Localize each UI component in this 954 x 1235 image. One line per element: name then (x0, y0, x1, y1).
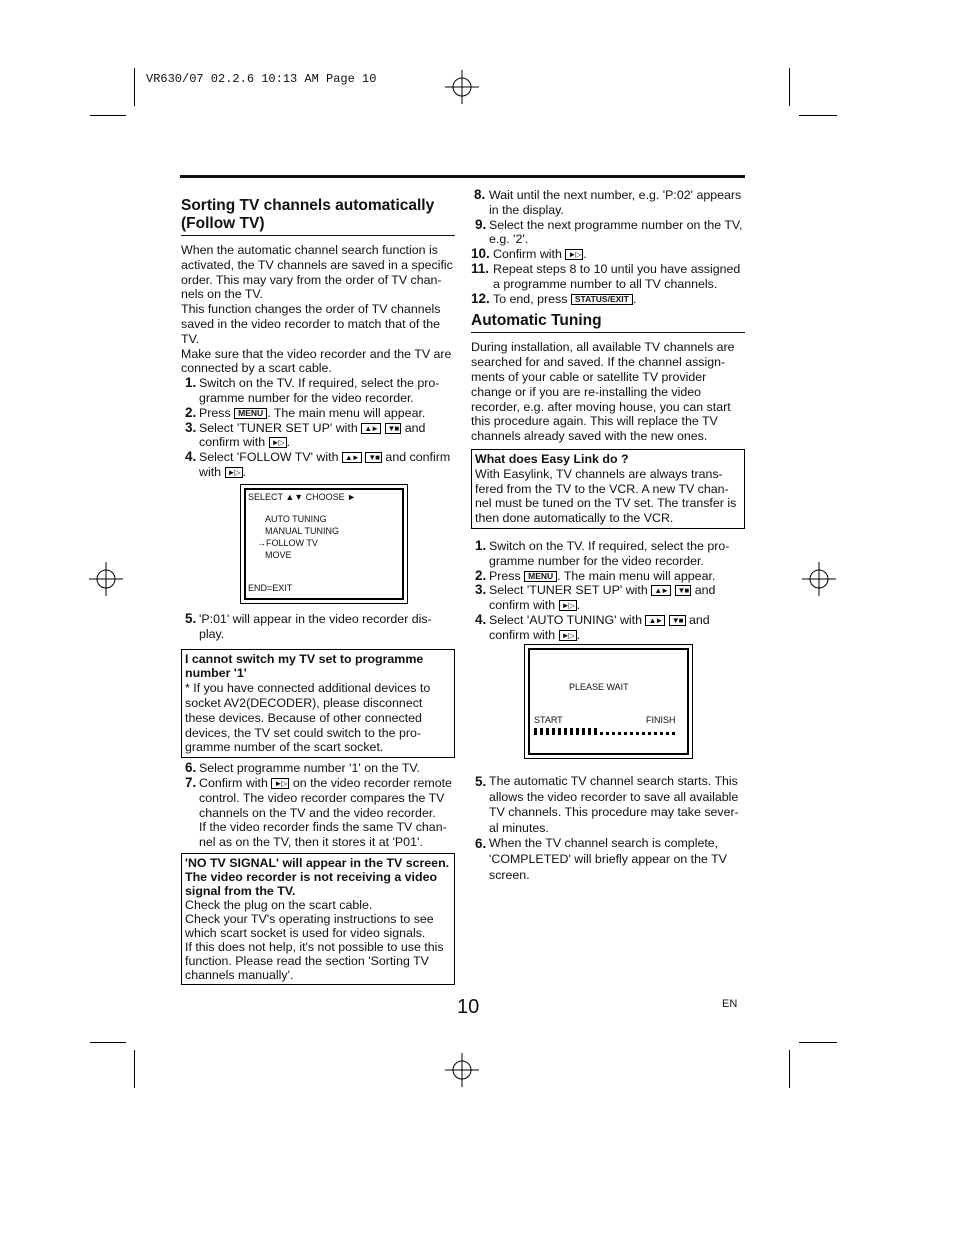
crop-mark (789, 1050, 790, 1088)
progress-segment (630, 732, 633, 735)
progress-segment (666, 732, 669, 735)
note-line: If this does not help, it's not possible to use this function. Please read the section 'Sorting TV channels manually'. (185, 939, 444, 982)
note-title: 'NO TV SIGNAL' will appear in the TV screen. The video recorder is not receiving a video signal from the TV. (185, 855, 450, 898)
crop-mark (90, 1042, 126, 1043)
screen-menu-item: MANUAL TUNING (265, 526, 340, 536)
progress-segment (606, 732, 609, 735)
down-stop-key-icon: ▼■ (365, 452, 382, 463)
step-8: 8. Wait until the next number, e.g. 'P:02' appears in the display. (474, 187, 742, 217)
progress-segment (612, 732, 615, 735)
progress-segment (564, 728, 567, 735)
step-3: 3. Select 'TUNER SET UP' with ▲► ▼■ and confirm with ►▷ . (185, 419, 426, 450)
up-right-key-icon: ▲► (361, 423, 381, 434)
up-right-key-icon: ▲► (645, 615, 665, 626)
step-1: 1. Switch on the TV. If required, select the pro-gramme number for the video recorder. (185, 375, 440, 405)
page-number: 10 (457, 996, 480, 1018)
step-6: 6. When the TV channel search is complete, 'COMPLETED' will briefly appear on the TV screen. (475, 836, 727, 882)
note-line: Check the plug on the scart cable. (185, 897, 373, 912)
note-box (181, 853, 455, 985)
progress-segment (582, 728, 585, 735)
intro-paragraph: Make sure that the video recorder and the TV are connected by a scart cable. (181, 346, 452, 376)
registration-mark-icon (445, 70, 479, 104)
note-title: I cannot switch my TV set to programme number '1' (185, 651, 424, 681)
step-4: 4. Select 'FOLLOW TV' with ▲► ▼■ and confirm with ►▷ . (185, 449, 451, 479)
step-1: 1. Switch on the TV. If required, select the pro-gramme number for the video recorder. (475, 537, 730, 568)
screen-menu-item: →FOLLOW TV (257, 538, 318, 548)
step-6: 6. Select programme number '1' on the TV. (185, 760, 420, 776)
crop-mark (134, 1050, 135, 1088)
note-line: Check your TV's operating instructions to see which scart socket is used for video signals. (185, 911, 434, 940)
step-2: 2. Press MENU . The main menu will appear. (475, 567, 716, 583)
crop-mark (789, 68, 790, 106)
step-11: 11. Repeat steps 8 to 10 until you have assigned a programme number to all TV channels. (471, 260, 741, 291)
screen-finish-label: FINISH (646, 715, 676, 725)
play-key-icon: ►▷ (565, 249, 583, 260)
progress-segment (546, 728, 549, 735)
progress-segment (618, 732, 621, 735)
play-key-icon: ►▷ (225, 467, 243, 478)
progress-segment (552, 728, 555, 735)
section-title: Automatic Tuning (471, 312, 745, 333)
progress-segment (600, 732, 603, 735)
play-key-icon: ►▷ (559, 600, 577, 611)
note-text: * If you have connected additional devices to socket AV2(DECODER), please disconnect these devices. Because of other connected devices, the TV set could switch to the pro-gramme number of the scart socket. (185, 681, 431, 755)
crop-mark (134, 68, 135, 106)
note-box (181, 649, 455, 759)
progress-segment (558, 728, 561, 735)
intro-paragraph: When the automatic channel search function is activated, the TV channels are saved in a specific order. This may vary from the order of TV chan-nels on the TV. (181, 243, 453, 302)
progress-segment (624, 732, 627, 735)
registration-mark-icon (89, 562, 123, 596)
menu-key: MENU (234, 408, 267, 419)
intro-paragraph: During installation, all available TV channels are searched for and saved. If the channel assign-ments of your cable or satellite TV provider change or if you are re-installing the video recorder, e.g. after moving house, you can start this procedure again. This will replace the TV channels already saved with the new ones. (471, 340, 735, 444)
note-title: What does Easy Link do ? (475, 451, 629, 466)
print-header: VR630/07 02.2.6 10:13 AM Page 10 (146, 72, 377, 86)
up-right-key-icon: ▲► (342, 452, 362, 463)
note-box (471, 449, 745, 529)
step-4: 4. Select 'AUTO TUNING' with ▲► ▼■ and confirm with ►▷ . (475, 611, 710, 642)
language-label: EN (722, 998, 738, 1010)
intro-paragraph: This function changes the order of TV channels saved in the video recorder to match that of the TV. (181, 302, 441, 346)
down-stop-key-icon: ▼■ (675, 585, 692, 596)
screen-message: PLEASE WAIT (569, 682, 629, 692)
crop-mark (799, 115, 837, 116)
status-exit-key: STATUS/EXIT (571, 294, 633, 305)
tv-screen-auto-tuning (524, 644, 693, 759)
progress-segment (594, 728, 597, 735)
top-rule (180, 175, 745, 178)
note-text: With Easylink, TV channels are always trans-fered from the TV to the VCR. A new TV chan-nel must be tuned on the TV set. The transfer is then done automatically to the VCR. (475, 466, 737, 526)
screen-start-label: START (534, 715, 563, 725)
progress-segment (654, 732, 657, 735)
step-2: 2. Press MENU . The main menu will appear. (185, 404, 426, 420)
play-key-icon: ►▷ (269, 437, 287, 448)
step-10: 10. Confirm with ►▷ . (471, 246, 587, 262)
progress-segment (570, 728, 573, 735)
progress-segment (534, 728, 537, 735)
left-column-lower (181, 612, 455, 985)
registration-mark-icon (802, 562, 836, 596)
crop-mark (90, 115, 126, 116)
step-3: 3. Select 'TUNER SET UP' with ▲► ▼■ and confirm with ►▷ . (475, 582, 716, 613)
registration-mark-icon (445, 1053, 479, 1087)
progress-segment (588, 728, 591, 735)
left-column (181, 197, 455, 480)
progress-segment (648, 732, 651, 735)
crop-mark (799, 1042, 837, 1043)
tv-screen-follow-tv (240, 484, 408, 604)
progress-segment (540, 728, 543, 735)
menu-key: MENU (524, 571, 557, 582)
step-5: 5. 'P:01' will appear in the video recorder dis-play. (185, 611, 432, 641)
progress-segment (636, 732, 639, 735)
screen-footer: END=EXIT (248, 583, 293, 593)
play-key-icon: ►▷ (271, 778, 289, 789)
step-7: 7. Confirm with ►▷ on the video recorder remote control. The video recorder compares the TV channels on the TV and the video recorder. If the video recorder finds the same TV chan-nel as on the TV, then it stores it at 'P01'. (185, 774, 452, 850)
down-stop-key-icon: ▼■ (669, 615, 686, 626)
progress-segment (672, 732, 675, 735)
right-column (471, 188, 745, 643)
up-right-key-icon: ▲► (651, 585, 671, 596)
section-title: Sorting TV channels automatically (Follow TV) (181, 197, 455, 236)
progress-bar (534, 728, 680, 735)
screen-menu-item: AUTO TUNING (265, 514, 327, 524)
step-5: 5. The automatic TV channel search starts. This allows the video recorder to save all available TV channels. This procedure may take sever-al minutes. (475, 774, 739, 835)
step-12: 12. To end, press STATUS/EXIT . (471, 290, 637, 306)
screen-menu-item: MOVE (265, 550, 292, 560)
step-9: 9. Select the next programme number on the TV, e.g. '2'. (475, 216, 743, 247)
progress-segment (576, 728, 579, 735)
right-column-lower (471, 774, 745, 883)
play-key-icon: ►▷ (559, 630, 577, 641)
screen-header: SELECT ▲▼ CHOOSE ► (248, 492, 357, 502)
progress-segment (642, 732, 645, 735)
down-stop-key-icon: ▼■ (385, 423, 402, 434)
progress-segment (660, 732, 663, 735)
